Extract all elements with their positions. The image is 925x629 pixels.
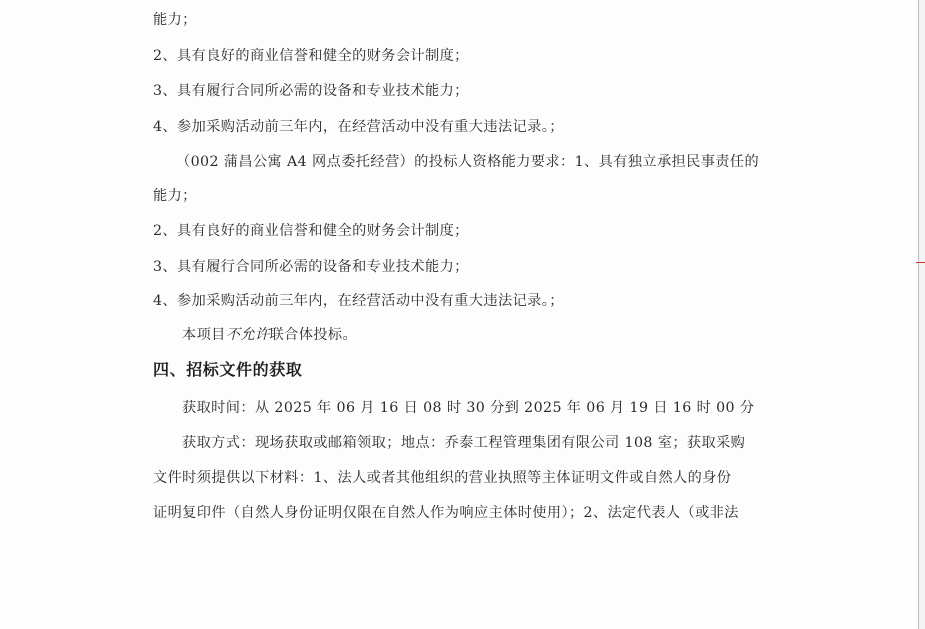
consortium-emphasis: 不允许 — [225, 327, 270, 343]
text-line: 4、参加采购活动前三年内，在经营活动中没有重大违法记录。； — [153, 293, 564, 309]
acquisition-method-line: 证明复印件（自然人身份证明仅限在自然人作为响应主体时使用）；2、法定代表人（或非法 — [153, 505, 739, 521]
text-line: 3、具有履行合同所必需的设备和专业技术能力； — [153, 259, 469, 275]
scan-edge-mark — [916, 262, 925, 263]
scan-edge-line — [918, 0, 919, 629]
acquisition-time: 获取时间：从 2025 年 06 月 16 日 08 时 30 分到 2025 年 06 月 19 日 16 时 00 分 — [182, 400, 755, 416]
text-line: 能力； — [153, 12, 197, 28]
text-line: 2、具有良好的商业信誉和健全的财务会计制度； — [153, 48, 469, 64]
acquisition-method-line: 文件时须提供以下材料：1、法人或者其他组织的营业执照等主体证明文件或自然人的身份 — [153, 470, 732, 486]
section-heading: 四、招标文件的获取 — [153, 360, 303, 379]
text-line: 2、具有良好的商业信誉和健全的财务会计制度； — [153, 223, 469, 239]
text-line: （002 蒲昌公寓 A4 网点委托经营）的投标人资格能力要求：1、具有独立承担民事责任的 — [176, 154, 760, 170]
text-line: 3、具有履行合同所必需的设备和专业技术能力； — [153, 83, 469, 99]
scan-edge-shade — [919, 0, 925, 629]
acquisition-method-line: 获取方式：现场获取或邮箱领取；地点：乔泰工程管理集团有限公司 108 室；获取采购 — [182, 435, 746, 451]
text-line: 能力； — [153, 188, 197, 204]
consortium-statement — [182, 324, 357, 344]
consortium-prefix: 本项目 — [182, 327, 226, 343]
text-line: 4、参加采购活动前三年内，在经营活动中没有重大违法记录。； — [153, 119, 564, 135]
consortium-suffix: 联合体投标。 — [269, 327, 358, 343]
